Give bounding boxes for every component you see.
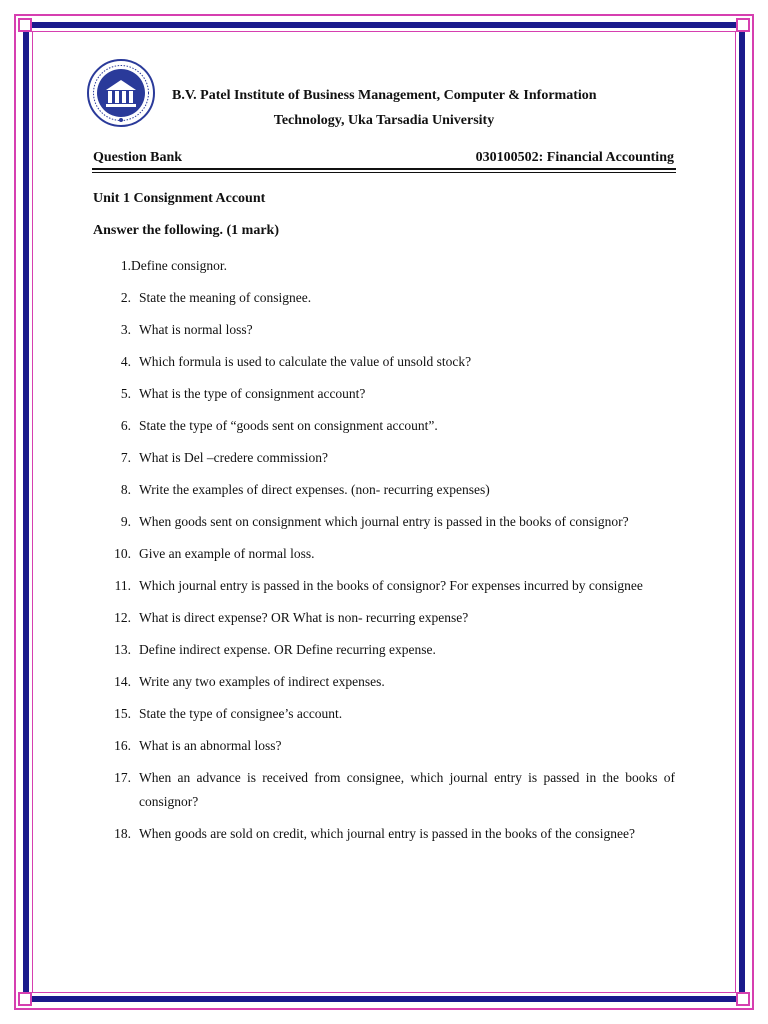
document-type-label: Question Bank [93,150,183,165]
question-text: Write the examples of direct expenses. (non- recurring expenses) [139,482,490,497]
border-corner-ornament [18,992,32,1006]
question-number: 6. [120,418,131,433]
question-number: 13. [114,642,131,657]
question-text: State the meaning of consignee. [139,290,312,305]
question-number: 1. [120,258,131,273]
question-list [93,254,675,854]
list-item [93,766,675,814]
institution-name-line1: B.V. Patel Institute of Business Management, Computer & Information [172,88,597,103]
list-item [93,606,675,630]
question-text: Define consignor. [131,258,227,273]
border-corner-ornament [18,18,32,32]
question-text: What is an abnormal loss? [139,738,282,753]
question-number: 14. [114,674,131,689]
question-number: 3. [120,322,131,337]
list-item [93,414,675,438]
list-item [93,638,675,662]
question-text: Define indirect expense. OR Define recurring expense. [139,642,436,657]
question-text: What is the type of consignment account? [139,386,366,401]
border-corner-ornament [736,18,750,32]
list-item [93,286,675,310]
header-rule-thin [92,172,676,173]
list-item [93,574,675,598]
border-corner-ornament [736,992,750,1006]
list-item [93,254,675,278]
list-item [93,350,675,374]
unit-title: Unit 1 Consignment Account [93,191,266,206]
list-item [93,822,675,846]
question-number: 9. [120,514,131,529]
list-item [93,702,675,726]
question-number: 5. [120,386,131,401]
question-number: 2. [120,290,131,305]
question-number: 10. [114,546,131,561]
question-text: Write any two examples of indirect expenses. [139,674,385,689]
document-header [93,150,674,166]
question-text: State the type of consignee’s account. [139,706,343,721]
list-item [93,510,675,534]
list-item [93,734,675,758]
question-text: Give an example of normal loss. [139,546,315,561]
question-text: Which formula is used to calculate the value of unsold stock? [139,354,472,369]
question-text: What is Del –credere commission? [139,450,328,465]
question-number: 18. [114,826,131,841]
question-text: What is direct expense? OR What is non- recurring expense? [139,610,469,625]
question-number: 4. [120,354,131,369]
course-code-title: 030100502: Financial Accounting [475,150,674,165]
list-item [93,318,675,342]
question-number: 17. [114,770,131,785]
institution-name-line2: Technology, Uka Tarsadia University [273,113,495,128]
question-text: When goods sent on consignment which journal entry is passed in the books of consignor? [139,514,629,529]
question-text: State the type of “goods sent on consignment account”. [139,418,438,433]
list-item [93,478,675,502]
list-item [93,446,675,470]
list-item [93,382,675,406]
question-text: When an advance is received from consignee, which journal entry is passed in the books of consignor? [139,770,675,809]
section-instruction: Answer the following. (1 mark) [93,223,280,238]
question-text: When goods are sold on credit, which journal entry is passed in the books of the consignee? [139,826,635,841]
question-number: 11. [114,578,131,593]
question-number: 7. [120,450,131,465]
question-number: 15. [114,706,131,721]
header-rule-thick [92,168,676,170]
list-item [93,542,675,566]
list-item [93,670,675,694]
question-number: 12. [114,610,131,625]
question-number: 16. [114,738,131,753]
question-text: Which journal entry is passed in the books of consignor? For expenses incurred by consignee [139,578,643,593]
question-text: What is normal loss? [139,322,253,337]
question-number: 8. [120,482,131,497]
